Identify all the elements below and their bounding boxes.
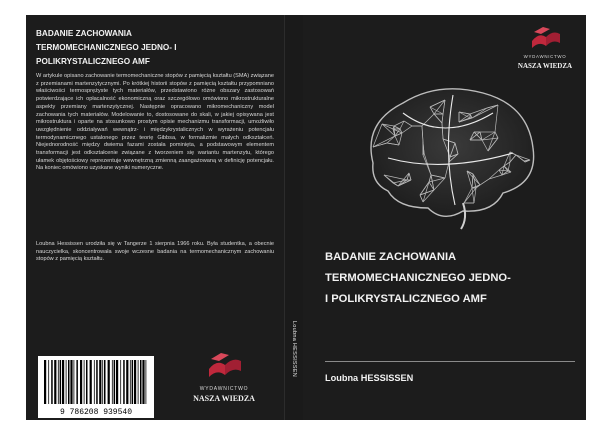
back-cover <box>26 15 284 420</box>
back-cover-title <box>36 27 276 69</box>
back-title-line-1: BADANIE ZACHOWANIA <box>36 29 132 38</box>
front-author: Loubna HESSISSEN <box>325 373 414 383</box>
book-description: W artykule opisano zachowanie termomechaniczne stopów z pamięcią kształtu (SMA) związane z przemianami martenzytycznymi. Po krótkiej historii stopów z pamięcią kształtu przypomniano właściwości termosprężyste tych materiałów, przedstawiono różne obszary zastosowań potwierdzające ich opłacalność ekonomiczną oraz szczegółowo omówiono mikrostrukturalne aspekty przemiany martenzytycznej. Następnie opracowano mikromechaniczny model zachowania tych materiałów. Modelowanie to, dostosowane do skali, w jakiej opisywana jest mikrostruktura i oparte na stosunkowo prostym opisie mechanizmu transformacji, umożliwiło uwzględnienie oddziaływań wewnątrz- i międzykrystalicznych w wyrażeniu potencjału termodynamicznego ustalonego przez teorię Gibbsa, w formalizmie małych odkształceń. Niejednorodność między dwiema fazami została pominięta, a podstawowym elementem transformacji jest odkształcenie związane z tworzeniem się wariantu martenzytu, którego ułamek objętościowy reprezentuje wewnętrzną zmienną zaangażowaną w definicję potencjału. Na koniec omówiono uzyskane wyniki numeryczne. <box>36 73 274 172</box>
front-title-line-2: TERMOMECHANICZNEGO JEDNO- <box>325 272 511 284</box>
publisher-logo-front <box>508 23 580 73</box>
spine-author: Loubna HESSISSEN <box>291 320 297 378</box>
back-title-line-2: TERMOMECHANICZNEGO JEDNO- I <box>36 43 177 52</box>
spine <box>284 15 304 420</box>
title-divider <box>325 361 575 362</box>
front-title-line-1: BADANIE ZACHOWANIA <box>325 251 457 263</box>
wireframe-brain-image <box>343 73 553 231</box>
back-title-line-3: POLIKRYSTALICZNEGO AMF <box>36 57 150 66</box>
front-cover-title <box>325 247 583 310</box>
publisher-name-back: NASZA WIEDZA <box>193 394 255 403</box>
front-title-line-3: I POLIKRYSTALICZNEGO AMF <box>325 293 487 305</box>
publisher-logo-back <box>172 349 262 409</box>
author-bio: Loubna Hessissen urodziła się w Tangerze 1 sierpnia 1966 roku. Była studentka, a obecnie nauczycielka, skoncentrowała swoje wczesne badania na termomechanicznym zachowaniu stopów z pamięcią kształtu. <box>36 241 274 263</box>
isbn-barcode <box>38 356 154 418</box>
book-stack-icon <box>209 353 241 377</box>
front-cover <box>303 15 586 420</box>
publisher-name-front: NASZA WIEDZA <box>517 62 573 70</box>
book-stack-icon <box>532 27 560 48</box>
publisher-small-front: WYDAWNICTWO <box>523 54 567 59</box>
publisher-small-back: WYDAWNICTWO <box>199 386 249 392</box>
isbn-digits: 9 786208 939540 <box>59 408 133 417</box>
